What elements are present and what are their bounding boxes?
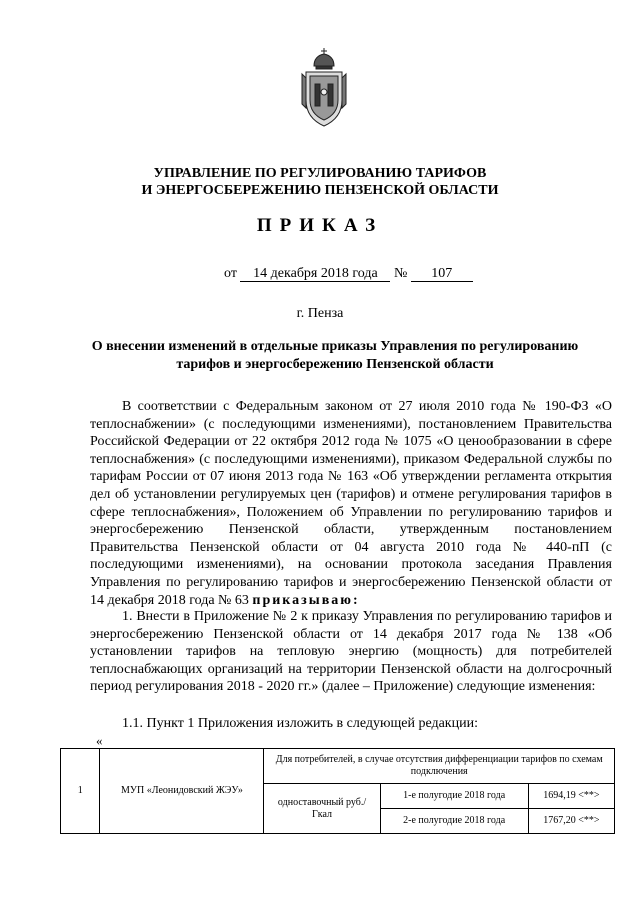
city: г. Пенза: [296, 306, 344, 321]
organization-cell: МУП «Леонидовский ЖЭУ»: [100, 749, 264, 834]
authority-line-2: И ЭНЕРГОСБЕРЕЖЕНИЮ ПЕНЗЕНСКОЙ ОБЛАСТИ: [141, 183, 499, 198]
item-1-1: 1.1. Пункт 1 Приложения изложить в следующей редакции:: [122, 716, 478, 731]
number-label: №: [393, 266, 408, 281]
coat-of-arms-icon: [300, 48, 348, 128]
order-number: 107: [411, 266, 473, 282]
quote-open-mark: «: [96, 733, 103, 748]
consumer-header-cell: Для потребителей, в случае отсутствия дифференциации тарифов по схемам подключения: [264, 749, 615, 784]
document-type: ПРИКАЗ: [256, 215, 384, 236]
period-cell: 1-е полугодие 2018 года: [380, 784, 528, 809]
preamble-paragraph: [90, 398, 612, 609]
date-prefix: от: [224, 266, 237, 281]
date-number-line: [224, 266, 473, 282]
subject-line-1: О внесении изменений в отдельные приказы Управления по регулированию: [91, 339, 579, 354]
row-number-cell: 1: [61, 749, 100, 834]
tariff-value-cell: 1694,19 <**>: [528, 784, 614, 809]
authority-name: [0, 165, 640, 199]
order-date: 14 декабря 2018 года: [240, 266, 390, 282]
tariff-table: [60, 748, 615, 834]
preamble-text: В соответствии с Федеральным законом от 27 июля 2010 года № 190-ФЗ «О теплоснабжении» (с последующими изменениями), постановлением Правительства Российской Федерации от 22 октября 2012 года № 1075 «О ценообразовании в сфере теплоснабжения» (с последующими изменениями), приказом Федеральной службы по тарифам России от 07 июня 2013 года № 163 «Об утверждении регламента открытия дел об установлении регулируемых цен (тарифов) и отмене регулирования тарифов в сфере теплоснабжения», Положением об Управлении по регулированию тарифов и энергосбережению Пензенской области, утвержденным постановлением Правительства Пензенской области от 04 августа 2010 года № 440-пП (с последующими изменениями), на основании протокола заседания Правления Управления по регулированию тарифов и энергосбережению Пензенской области от 14 декабря 2018 года № 63: [90, 399, 612, 608]
subject-line-2: тарифов и энергосбережению Пензенской области: [176, 357, 494, 372]
unit-cell: одноставочный руб./Гкал: [264, 784, 380, 834]
item-1-paragraph: 1. Внести в Приложение № 2 к приказу Управления по регулированию тарифов и энергосбережению Пензенской области от 14 декабря 2017 года № 138 «Об установлении тарифов на тепловую энергию (мощность) для потребителей теплоснабжающих организаций на территории Пензенской области на долгосрочный период регулирования 2018 - 2020 гг.» (далее – Приложение) следующие изменения:: [90, 609, 612, 695]
period-cell: 2-е полугодие 2018 года: [380, 809, 528, 834]
table-row: [61, 749, 615, 784]
order-word: приказываю:: [252, 592, 360, 608]
authority-line-1: УПРАВЛЕНИЕ ПО РЕГУЛИРОВАНИЮ ТАРИФОВ: [153, 166, 487, 181]
order-subject: [70, 338, 600, 374]
tariff-value-cell: 1767,20 <**>: [528, 809, 614, 834]
